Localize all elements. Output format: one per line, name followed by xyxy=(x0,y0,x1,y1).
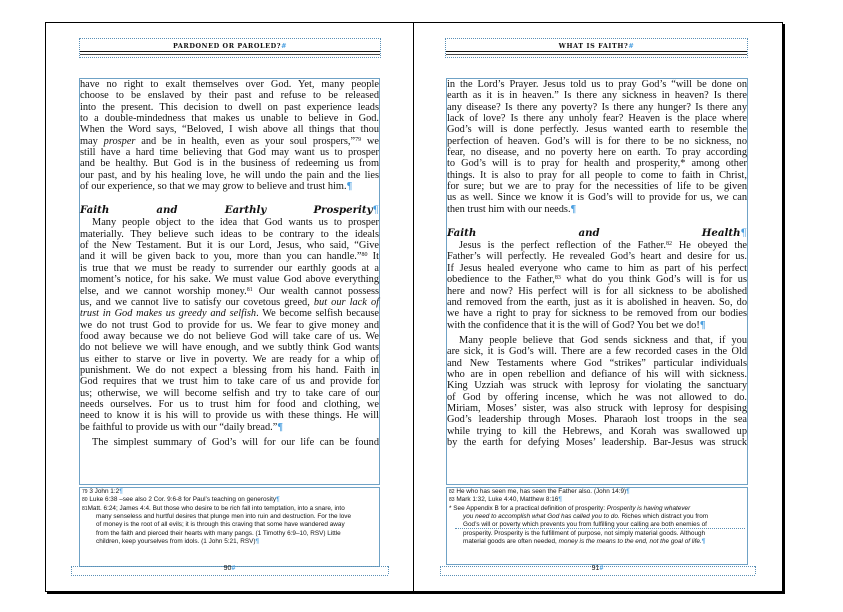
text-line: we do not trust God to provide for us. We fear to give money and xyxy=(80,319,379,331)
pilcrow-icon: ¶ xyxy=(372,205,379,217)
page-number-right: 91# xyxy=(591,565,604,572)
pilcrow-icon: ¶ xyxy=(277,421,283,433)
text-line: God requires that we trust him to take care of us and provide for xyxy=(80,376,379,388)
text-line: us as well. Since we know it is God’s will to provide for us, we can xyxy=(447,192,747,204)
text-line: in the Lord’s Prayer. Jesus told us to pray God’s “will be done on xyxy=(447,79,747,90)
text-line: into the present. This decision to dwell on past experience leads xyxy=(80,101,379,113)
footnote-83 xyxy=(449,496,747,504)
right-text-frame[interactable] xyxy=(446,78,748,485)
left-text-frame[interactable] xyxy=(79,78,380,485)
header-rule-thin xyxy=(80,54,380,55)
text-line: any disease? Is there any poverty? Is there any hunger? Is there any xyxy=(447,101,747,113)
text-line xyxy=(80,308,379,319)
pilcrow-icon: ¶ xyxy=(119,488,123,495)
text-line: to a double-mindedness that makes us unable to believe in God. xyxy=(80,113,379,125)
footnote-text: of money is the root of all evils; it is through this craving that some have wandered away xyxy=(96,521,345,529)
right-body-text xyxy=(447,79,747,448)
footnote-number: 83 xyxy=(449,497,455,504)
page-number-left: 90# xyxy=(223,565,236,572)
text-run: we xyxy=(361,135,379,147)
italic-run: prosper xyxy=(103,135,136,147)
text-line: still have a hard time believing that God may want us to prosper xyxy=(80,147,379,159)
footnote-italic: Prosperity is having whatever xyxy=(606,504,691,512)
text-line: of God by offering incense, which he was not allowed to do. xyxy=(447,391,747,403)
pilcrow-icon: ¶ xyxy=(740,228,747,240)
text-line: who are in open rebellion and defiance of his will with sickness. xyxy=(447,368,747,380)
text-run: Our wealth cannot possess xyxy=(252,285,379,297)
frame-guide xyxy=(755,566,756,574)
text-run: and be in health, even as your soul prospers,” xyxy=(135,135,356,147)
footnote-italic: money is the means to the end, not the goal of life. xyxy=(558,538,702,546)
text-run: what do you think God’s will is for us xyxy=(560,274,747,286)
text-line: we have a right to pray for sickness to be removed from our bodies xyxy=(447,308,747,320)
italic-run: but our lack of xyxy=(313,296,379,308)
paragraph xyxy=(80,79,379,192)
text-line: us; otherwise, we will become selfish and try to take care of our xyxy=(80,387,379,399)
paragraph xyxy=(447,79,747,215)
footnote-ref-83[interactable]: 83 xyxy=(554,275,561,282)
footnote-text: Matt. 6:24; James 4:4. But those who desire to be rich fall into temptation, into a snare, into xyxy=(87,504,345,512)
pilcrow-icon: ¶ xyxy=(558,496,562,504)
text-run: Jesus is the perfect reflection of the Father. xyxy=(459,240,667,252)
text-line: When the Word says, “Beloved, I wish above all things that thou xyxy=(80,124,379,136)
footnote-text: See Appendix B for a practical definition of prosperity: xyxy=(453,504,607,512)
footnote-text: Mark 1:32, Luke 4:40, Matthew 8:16 xyxy=(456,496,559,504)
frame-guide xyxy=(388,566,389,574)
text-line: us either to starve or live in poverty. We are ready for a whip of xyxy=(80,353,379,365)
text-line: is true that we must be ready to surrender our earthly goods at a xyxy=(80,262,379,274)
text-line: of the New Testament. But it is our Lord, Jesus, who said, “Give xyxy=(80,240,379,252)
pilcrow-icon: ¶ xyxy=(570,203,577,215)
text-line: our past, and by his healing love, he will undo the pain and the lies xyxy=(80,169,379,181)
footnote-ref-82[interactable]: 82 xyxy=(666,241,673,248)
hidden-char-mark: # xyxy=(628,42,635,50)
footnote-text: children, keep yourselves from idols. (1 John 5:21, RSV) xyxy=(96,538,256,546)
text-line: If Jesus healed everyone who came to him as part of his perfect xyxy=(447,262,747,274)
footnote-number: * xyxy=(449,504,452,512)
hidden-char-mark: # xyxy=(231,565,236,572)
text-line xyxy=(80,286,379,297)
text-line xyxy=(80,136,379,147)
hidden-char-mark: # xyxy=(599,565,604,572)
text-line: Many people object to the idea that God wants us to prosper xyxy=(92,217,379,229)
footnote-text-line xyxy=(449,538,747,546)
text-line: while trying to kill the Hebrews, and Korah was swallowed up xyxy=(447,425,747,437)
footnote-text: many senseless and hurtful desires that plunge men into ruin and destruction. For the love xyxy=(96,513,352,521)
footnote-text: God’s will or poverty which prevents you from fulfilling your calling are both enemies of xyxy=(463,521,707,529)
text-line: food away because we do not believe God will take care of us. We xyxy=(80,330,379,342)
footnote-text: He who has seen me, has seen the Father also. (John 14:9) xyxy=(456,488,627,495)
text-line: things. It is also to pray for all people to come to faith in Christ, xyxy=(447,169,747,181)
left-folio-frame[interactable] xyxy=(71,566,388,576)
text-run: else, and we cannot worship money. xyxy=(80,285,247,297)
paragraph xyxy=(447,335,747,448)
text-run: then trust him with our needs. xyxy=(447,203,571,215)
text-line: have no right to exalt themselves over God. Yet, many people xyxy=(80,79,379,90)
right-running-head-frame[interactable] xyxy=(445,38,748,58)
header-rule-thin xyxy=(446,54,747,55)
text-line: The simplest summary of God’s will for our life can be found xyxy=(92,436,379,448)
footnote-text: material goods are often needed, xyxy=(463,538,559,546)
text-run: He obeyed the xyxy=(672,240,747,252)
footnote-80 xyxy=(82,496,379,504)
text-line: materially. They believe such ideas to be contrary to the ideals xyxy=(80,228,379,240)
text-line xyxy=(80,297,379,308)
text-run: with the confidence that it is the will of God? You bet we do! xyxy=(447,319,700,331)
right-footnote-frame[interactable] xyxy=(446,487,748,565)
text-run: obedience to the Father, xyxy=(447,274,555,286)
hidden-char-mark: # xyxy=(281,42,288,50)
paragraph xyxy=(80,217,379,433)
header-rule xyxy=(446,51,747,52)
left-running-head-frame[interactable] xyxy=(79,38,381,58)
left-body-text xyxy=(80,79,379,448)
section-heading: Faith and Earthly Prosperity¶ xyxy=(80,204,379,217)
text-run: of our experience, so that we may grow to believe and trust him. xyxy=(80,181,347,193)
text-line: are sick, it is God’s will. There are a few recorded cases in the Old xyxy=(447,346,747,358)
footnote-text: prosperity. Prosperity is the fulfillment of purpose, not simply material goods. Although xyxy=(463,529,706,537)
text-line xyxy=(80,422,379,433)
left-footnote-frame[interactable] xyxy=(79,487,380,567)
spine-divider xyxy=(413,22,414,592)
text-line: Many people believe that God sends sickness and that, if you xyxy=(459,334,747,346)
text-line xyxy=(447,204,747,215)
text-line: King Uzziah was struck with leprosy for violating the sanctuary xyxy=(447,380,747,392)
footnote-number: 82 xyxy=(449,489,455,495)
footnote-text: Luke 6:38 –see also 2 Cor. 9:6-8 for Paul’s teaching on generosity xyxy=(89,496,277,504)
text-line xyxy=(447,274,747,285)
text-line: needs ourselves. For us to trust him for food and clothing, we xyxy=(80,398,379,410)
text-line xyxy=(80,251,379,262)
pilcrow-icon: ¶ xyxy=(255,538,260,546)
text-line xyxy=(447,320,747,331)
text-line: God’s leadership through Moses. Pharaoh lost troops in the sea xyxy=(447,414,747,426)
text-run: . We become selfish because xyxy=(256,308,380,320)
footnote-number: 81 xyxy=(82,505,88,512)
footnote-ref-81[interactable]: 81 xyxy=(246,286,253,293)
frame-guide xyxy=(440,566,441,574)
left-footnotes xyxy=(80,488,379,546)
right-folio-frame[interactable] xyxy=(440,566,755,576)
text-line: to God’s will is to pray for health and prosperity,* among other xyxy=(447,158,747,170)
text-run: may xyxy=(80,135,104,147)
text-line: earth as it is in heaven.” Is there any sickness in heaven? Is there xyxy=(447,90,747,102)
footnote-text: Riches which distract you from xyxy=(619,513,709,521)
pilcrow-icon: ¶ xyxy=(276,496,280,504)
header-rule xyxy=(80,51,380,52)
pilcrow-icon: ¶ xyxy=(699,319,706,331)
right-running-head: WHAT IS FAITH?# xyxy=(558,42,635,50)
left-running-head: PARDONED OR PAROLED?# xyxy=(172,42,288,50)
footnote-ref-79[interactable]: 79 xyxy=(355,136,362,143)
text-line: for sure; but we are to pray for the necessities of life to be given xyxy=(447,181,747,193)
right-footnotes xyxy=(447,488,747,546)
paragraph xyxy=(447,240,747,331)
text-line: choose to be enslaved by their past and refuse to be released xyxy=(80,90,379,102)
footnote-ref-80[interactable]: 80 xyxy=(361,252,368,259)
text-line: and New Testaments where God “strikes” particular individuals xyxy=(447,357,747,369)
text-line: Father’s will perfectly. He revealed God’s heart and desire for us. xyxy=(447,251,747,263)
text-line: God’s will is done perfectly. Jesus wanted earth to resemble the xyxy=(447,124,747,136)
footnote-italic: you need to accomplish what God has called you to do. xyxy=(463,513,620,521)
overflow-guide xyxy=(455,528,745,529)
footnote-79 xyxy=(82,488,379,496)
text-run: and it will be given back to you, more than you can handle.” xyxy=(80,251,362,263)
text-line: by the earth for defying Moses’ leadership. Bar-Jesus was struck xyxy=(447,436,747,448)
pilcrow-icon: ¶ xyxy=(626,488,630,495)
footnote-82 xyxy=(449,488,747,496)
text-line: punishment. We do not expect a blessing from his hand. Faith in xyxy=(80,364,379,376)
text-line: need to know it is his will to provide us with these things. He will xyxy=(80,410,379,422)
text-run: be faithful to provide us with our “daily bread.” xyxy=(80,421,278,433)
text-line: do not believe we will have enough, and we subtly think God wants xyxy=(80,342,379,354)
footnote-number: 80 xyxy=(82,497,88,504)
text-run: us, and we cannot live to satisfy our covetous greed, xyxy=(80,296,314,308)
text-line xyxy=(447,240,747,251)
footnote-81 xyxy=(82,505,379,513)
footnote-text: 3 John 1:2 xyxy=(89,488,120,495)
footnote-text-line xyxy=(82,538,379,546)
text-line: and removed from the earth, just as it is abolished in heaven. So, do xyxy=(447,296,747,308)
text-line: moment’s notice, for his sake. We must value God above everything xyxy=(80,274,379,286)
text-line: here and now? His perfect will is for all sickness to be abolished xyxy=(447,285,747,297)
text-line: and be healthy. But God is in the business of redeeming us from xyxy=(80,158,379,170)
text-line xyxy=(80,181,379,192)
paragraph xyxy=(80,437,379,448)
footnote-number: 79 xyxy=(82,489,88,495)
footnote-asterisk xyxy=(449,505,747,513)
footnote-text: from the faith and pierced their hearts with many pangs. (1 Timothy 6:9–10, RSV) Little xyxy=(96,529,341,537)
text-line: Miriam, Moses’ sister, was also struck with leprosy for despising xyxy=(447,402,747,414)
footnote-text-line xyxy=(449,513,747,521)
text-line: fear, no disease, and no poverty here on earth. To pray according xyxy=(447,147,747,159)
frame-guide xyxy=(71,566,72,574)
pilcrow-icon: ¶ xyxy=(346,181,353,193)
text-line: lack of love? Is there any unholy fear? Heaven is the place where xyxy=(447,113,747,125)
text-run: It xyxy=(367,251,380,263)
pilcrow-icon: ¶ xyxy=(701,538,706,546)
section-heading: Faith and Health¶ xyxy=(447,227,747,240)
italic-run: trust in God makes us greedy and selfish xyxy=(80,308,257,320)
text-line: perfection of heaven. God’s will is for there to be no sickness, no xyxy=(447,135,747,147)
